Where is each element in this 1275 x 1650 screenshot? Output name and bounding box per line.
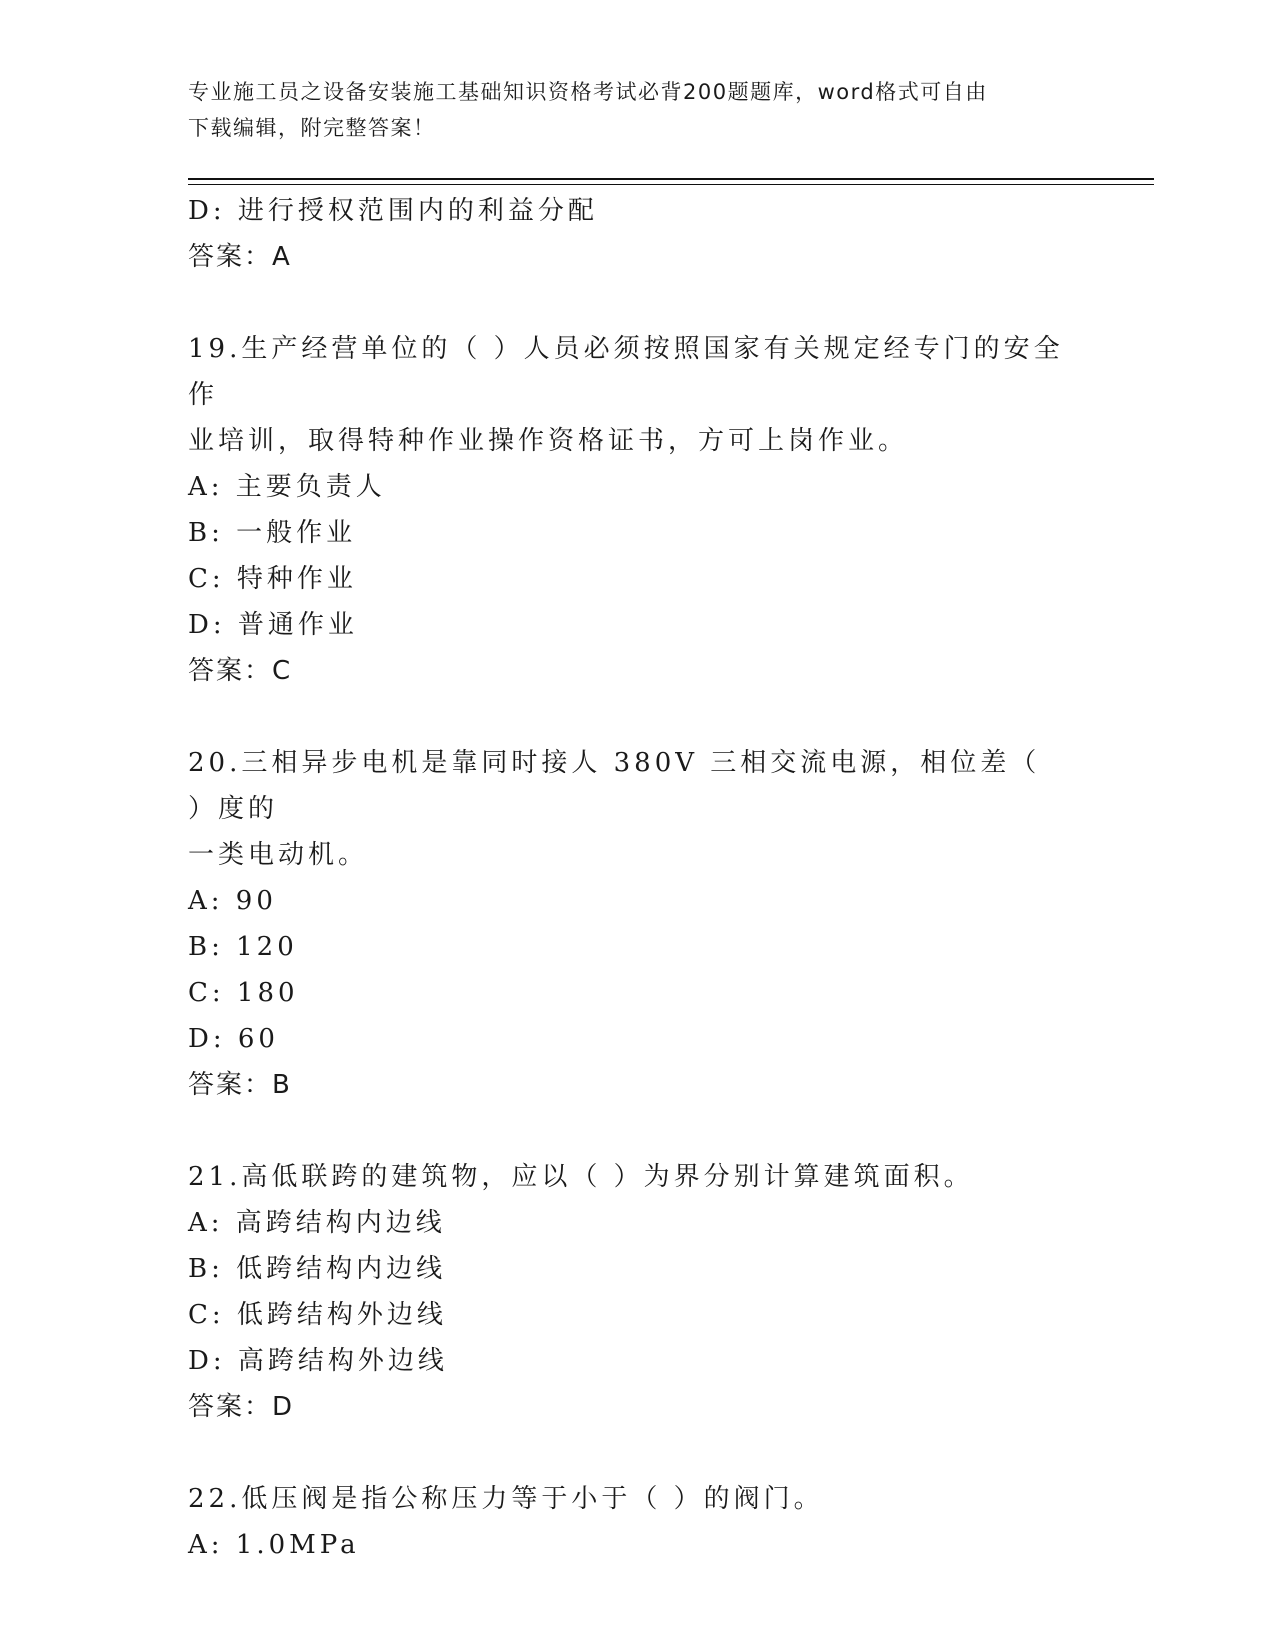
option-d: D: 高跨结构外边线 [188,1346,448,1376]
answer-line: 答案：A [188,242,292,272]
question-text-line-1: 20.三相异步电机是靠同时接人 380V 三相交流电源，相位差（ ）度的 [188,748,1041,824]
answer-line: 答案：D [188,1392,295,1422]
answer-line: 答案：B [188,1070,292,1100]
document-header [188,74,1068,146]
header-line-2: 下载编辑，附完整答案！ [188,116,436,140]
question-list [188,188,1088,1568]
option-a: A: 1.0MPa [188,1530,360,1560]
question-block-20 [188,740,1088,1108]
header-divider-thick [188,178,1154,180]
header-divider-thin [188,184,1154,185]
question-text-line-2: 业培训，取得特种作业操作资格证书，方可上岗作业。 [188,426,909,456]
option-b: B: 一般作业 [188,518,357,548]
question-block-18 [188,188,1088,280]
option-d: D: 60 [188,1024,279,1054]
option-a: A: 高跨结构内边线 [188,1208,446,1238]
question-text-line-2: 一类电动机。 [188,840,369,870]
header-line-1: 专业施工员之设备安装施工基础知识资格考试必背200题题库，word格式可自由 [188,80,988,104]
option-c: C: 特种作业 [188,564,357,594]
option-b: B: 低跨结构内边线 [188,1254,447,1284]
question-text-line-1: 22.低压阀是指公称压力等于小于（ ）的阀门。 [188,1484,824,1514]
question-block-21 [188,1154,1088,1430]
option-c: C: 低跨结构外边线 [188,1300,447,1330]
answer-line: 答案：C [188,656,293,686]
spacer [188,694,1088,740]
option-a: A: 90 [188,886,277,916]
option-d: D: 普通作业 [188,610,358,640]
question-block-22 [188,1476,1088,1568]
option-c: C: 180 [188,978,299,1008]
option-b: B: 120 [188,932,298,962]
question-text-line-1: 21.高低联跨的建筑物，应以（ ）为界分别计算建筑面积。 [188,1162,974,1192]
question-text-line-1: 19.生产经营单位的（ ）人员必须按照国家有关规定经专门的安全作 [188,334,1064,410]
option-a: A: 主要负责人 [188,472,386,502]
spacer [188,1430,1088,1476]
option-d: D: 进行授权范围内的利益分配 [188,196,598,226]
question-block-19 [188,326,1088,694]
spacer [188,1108,1088,1154]
spacer [188,280,1088,326]
